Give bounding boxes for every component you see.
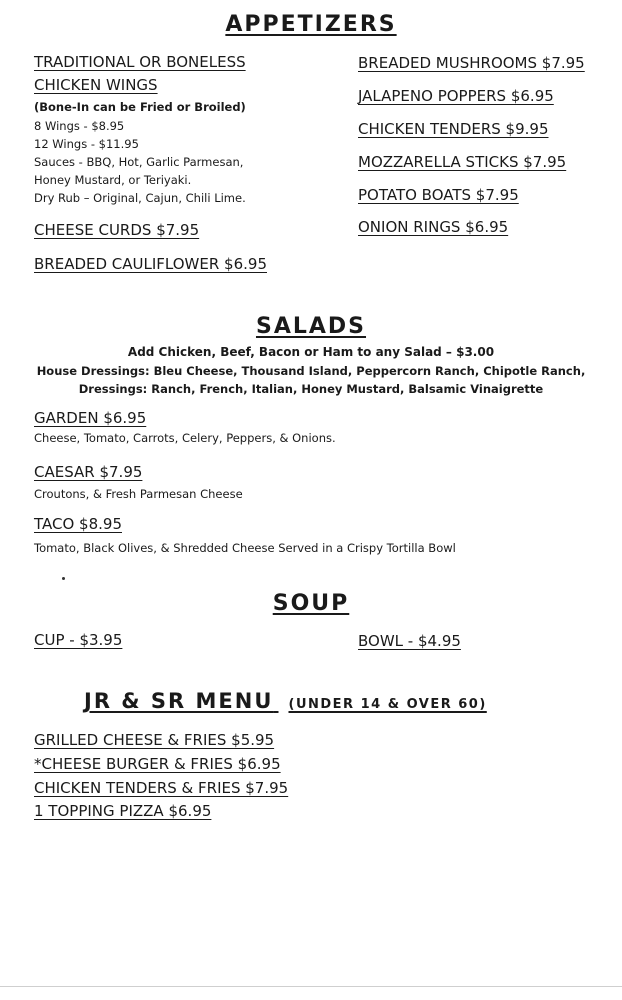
jr-sr-heading-row bbox=[84, 689, 487, 713]
garden-salad-desc: Cheese, Tomato, Carrots, Celery, Peppers, & Onions. bbox=[34, 431, 336, 445]
jr-sr-item-chicken-tenders: CHICKEN TENDERS & FRIES $7.95 bbox=[34, 779, 289, 797]
chicken-tenders-item: CHICKEN TENDERS $9.95 bbox=[358, 120, 549, 138]
salads-house-dressings: House Dressings: Bleu Cheese, Thousand Island, Peppercorn Ranch, Chipotle Ranch, bbox=[36, 364, 586, 378]
caesar-salad-desc: Croutons, & Fresh Parmesan Cheese bbox=[34, 487, 243, 501]
wings-8-price: 8 Wings - $8.95 bbox=[34, 119, 125, 133]
jr-sr-item-pizza: 1 TOPPING PIZZA $6.95 bbox=[34, 802, 212, 820]
stray-dot bbox=[62, 577, 65, 580]
taco-salad-item: TACO $8.95 bbox=[34, 515, 122, 533]
soup-cup-item: CUP - $3.95 bbox=[34, 631, 123, 649]
garden-salad-item: GARDEN $6.95 bbox=[34, 409, 147, 427]
mushrooms-item: BREADED MUSHROOMS $7.95 bbox=[358, 54, 585, 72]
wings-sauces-line1: Sauces - BBQ, Hot, Garlic Parmesan, bbox=[34, 155, 244, 169]
jalapeno-item: JALAPENO POPPERS $6.95 bbox=[358, 87, 554, 105]
salads-heading: SALADS bbox=[255, 314, 367, 339]
wings-sauces-line2: Honey Mustard, or Teriyaki. bbox=[34, 173, 192, 187]
wings-title-line2: CHICKEN WINGS bbox=[34, 76, 158, 94]
cheese-curds-item: CHEESE CURDS $7.95 bbox=[34, 221, 200, 239]
potato-boats-item: POTATO BOATS $7.95 bbox=[358, 186, 519, 204]
wings-title-line1: TRADITIONAL OR BONELESS bbox=[34, 53, 246, 71]
wings-12-price: 12 Wings - $11.95 bbox=[34, 137, 139, 151]
wings-note: (Bone-In can be Fried or Broiled) bbox=[34, 100, 246, 114]
wings-dry-rub: Dry Rub – Original, Cajun, Chili Lime. bbox=[34, 191, 246, 205]
scan-edge-line bbox=[0, 986, 622, 987]
jr-sr-item-grilled-cheese: GRILLED CHEESE & FRIES $5.95 bbox=[34, 731, 275, 749]
salads-add-line: Add Chicken, Beef, Bacon or Ham to any Salad – $3.00 bbox=[127, 345, 495, 359]
taco-salad-desc: Tomato, Black Olives, & Shredded Cheese Served in a Crispy Tortilla Bowl bbox=[34, 541, 456, 555]
salads-dressings: Dressings: Ranch, French, Italian, Honey Mustard, Balsamic Vinaigrette bbox=[78, 382, 544, 396]
soup-bowl-item: BOWL - $4.95 bbox=[358, 632, 461, 650]
soup-heading: SOUP bbox=[272, 591, 350, 616]
appetizers-heading: APPETIZERS bbox=[225, 12, 397, 37]
caesar-salad-item: CAESAR $7.95 bbox=[34, 463, 143, 481]
jr-sr-item-cheese-burger: *CHEESE BURGER & FRIES $6.95 bbox=[34, 755, 281, 773]
jr-sr-heading: JR & SR MENU bbox=[84, 689, 274, 713]
mozzarella-item: MOZZARELLA STICKS $7.95 bbox=[358, 153, 567, 171]
cauliflower-item: BREADED CAULIFLOWER $6.95 bbox=[34, 255, 267, 273]
jr-sr-subheading: (UNDER 14 & OVER 60) bbox=[288, 697, 487, 712]
onion-rings-item: ONION RINGS $6.95 bbox=[358, 218, 509, 236]
